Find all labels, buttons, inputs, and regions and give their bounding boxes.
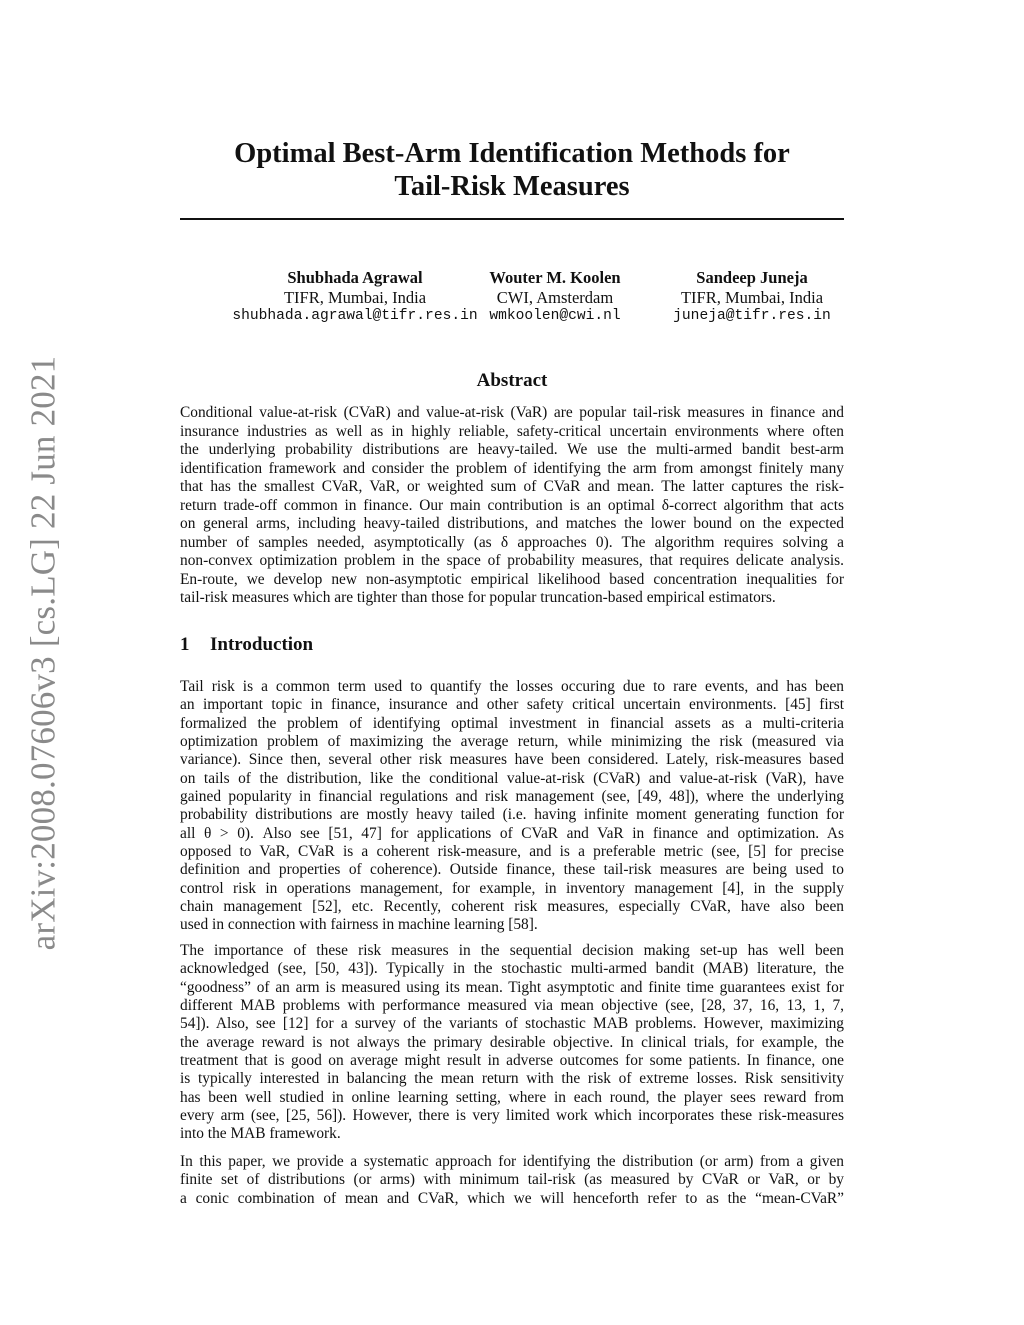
title-line: Optimal Best-Arm Identification Methods for <box>234 138 790 169</box>
title-rule <box>180 218 844 220</box>
paragraph-line: control risk in operations management, for example, in inventory management [4], in the supply <box>180 879 844 897</box>
author-affiliation: TIFR, Mumbai, India <box>283 287 427 307</box>
paragraph-line: The importance of these risk measures in the sequential decision making set-up has well been <box>180 942 844 959</box>
arxiv-stamp <box>16 355 70 951</box>
paragraph-line: definition and properties of coherence). Outside finance, these tail-risk measures are being used to <box>180 861 844 879</box>
abstract-line: return trade-off common in finance. Our main contribution is an optimal δ-correct algorithm that acts <box>180 496 844 514</box>
abstract-line: non-convex optimization problem in the space of probability measures, that requires delicate analysis. <box>180 552 844 569</box>
paragraph-line: into the MAB framework. <box>180 1125 341 1143</box>
paragraph-line: an important topic in finance, insurance and other safety critical uncertain environments. [45] first <box>180 696 844 714</box>
title-line: Tail-Risk Measures <box>394 171 630 202</box>
paragraph-line: all θ > 0). Also see [51, 47] for applications of CVaR and VaR in finance and optimization. As <box>180 824 844 842</box>
abstract-line: that has the smallest CVaR, VaR, or weighted sum of CVaR and mean. The latter captures the risk- <box>180 478 844 495</box>
paragraph-line: In this paper, we provide a systematic approach for identifying the distribution (or arm) from a given <box>180 1153 844 1170</box>
author-name: Wouter M. Koolen <box>489 268 621 287</box>
author-name: Shubhada Agrawal <box>287 268 423 287</box>
paragraph-line: different MAB problems with performance measured via mean objective (see, [28, 37, 16, 13, 1, 7, <box>180 997 844 1015</box>
arxiv-identifier: arXiv:2008.07606v3 [cs.LG] 22 Jun 2021 <box>23 355 63 951</box>
intro-paragraph-3 <box>180 1153 844 1208</box>
abstract-line: the underlying probability distributions are heavy-tailed. We use the multi-armed bandit best-arm <box>180 441 844 458</box>
author-name: Sandeep Juneja <box>696 268 808 287</box>
paragraph-line: chain management [52], etc. Recently, coherent risk measures, especially CVaR, have also been <box>180 898 844 916</box>
paragraph-line: used in connection with fairness in machine learning [58]. <box>180 916 538 934</box>
paragraph-line: is typically interested in balancing the mean return with the risk of extreme losses. Risk sensitivity <box>180 1070 844 1088</box>
paragraph-line: formalized the problem of identifying optimal investment in financial assets as a multi-criteria <box>180 714 844 732</box>
paragraph-line: “goodness” of an arm is measured using its mean. Tight asymptotic and finite time guarantees exist for <box>180 978 844 996</box>
paragraph-line: optimization problem of maximizing the average return, while minimizing the risk (measured via <box>180 733 844 751</box>
section-title: Introduction <box>210 634 314 655</box>
paragraph-line: a conic combination of mean and CVaR, which we will henceforth refer to as the “mean-CVaR” <box>180 1189 844 1207</box>
author-affiliation: CWI, Amsterdam <box>496 287 614 307</box>
paragraph-line: probability distributions are mostly heavy tailed (i.e. having infinite moment generating function for <box>180 806 844 824</box>
intro-paragraph-2 <box>180 942 844 1144</box>
abstract-line: tail-risk measures which are tighter than those for popular truncation-based empirical estimators. <box>180 589 776 606</box>
author-2 <box>470 268 640 327</box>
abstract-line: on general arms, including heavy-tailed distributions, and matches the lower bound on the expected <box>180 515 844 532</box>
paragraph-line: gained popularity in financial regulations and risk management (see, [49, 48]), where the underlying <box>180 788 844 806</box>
paper-title <box>180 137 844 203</box>
abstract-line: identification framework and consider the problem of identifying the arm from amongst finitely many <box>180 459 844 477</box>
author-email: juneja@tifr.res.in <box>673 308 831 324</box>
author-affiliation: TIFR, Mumbai, India <box>680 287 824 307</box>
section-heading-introduction <box>180 634 313 656</box>
abstract-line: Conditional value-at-risk (CVaR) and value-at-risk (VaR) are popular tail-risk measures in finance and <box>180 404 844 421</box>
paragraph-line: variance). Since then, several other risk measures have been considered. Lately, risk-measures based <box>180 751 844 769</box>
abstract-body <box>180 404 844 608</box>
paragraph-line: acknowledged (see, [50, 43]). Typically in the stochastic multi-armed bandit (MAB) literature, the <box>180 960 844 978</box>
paragraph-line: opposed to VaR, CVaR is a coherent risk-measure, and is a preferable metric (see, [5] for precise <box>180 843 844 861</box>
paragraph-line: has been well studied in online learning setting, where in each round, the player sees reward from <box>180 1088 844 1106</box>
author-email: wmkoolen@cwi.nl <box>489 308 621 324</box>
section-number: 1 <box>180 634 190 655</box>
paragraph-line: 54]). Also, see [12] for a survey of the variants of stochastic MAB problems. However, maximizing <box>180 1015 844 1033</box>
abstract-line: insurance industries as well as in highly reliable, safety-critical uncertain environments where often <box>180 422 844 440</box>
author-3 <box>652 268 852 327</box>
paragraph-line: Tail risk is a common term used to quantify the losses occuring due to rare events, and has been <box>180 678 844 695</box>
abstract-line: number of samples needed, asymptotically (as δ approaches 0). The algorithm requires solving a <box>180 533 844 551</box>
paragraph-line: treatment that is good on average might result in adverse outcomes for some patients. In finance, one <box>180 1052 844 1070</box>
paragraph-line: every arm (see, [25, 56]). However, there is very limited work which incorporates these risk-measures <box>180 1107 844 1125</box>
paragraph-line: on tails of the distribution, like the conditional value-at-risk (CVaR) and value-at-risk (VaR), have <box>180 769 844 787</box>
abstract-line: En-route, we develop new non-asymptotic empirical likelihood based concentration inequalities for <box>180 570 844 588</box>
paragraph-line: the average reward is not always the primary desirable objective. In clinical trials, for example, the <box>180 1033 844 1051</box>
paragraph-line: finite set of distributions (or arms) with minimum tail-risk (as measured by CVaR or VaR, or by <box>180 1171 844 1189</box>
abstract-heading: Abstract <box>476 370 548 391</box>
intro-paragraph-1 <box>180 678 844 935</box>
author-email: shubhada.agrawal@tifr.res.in <box>232 308 478 324</box>
